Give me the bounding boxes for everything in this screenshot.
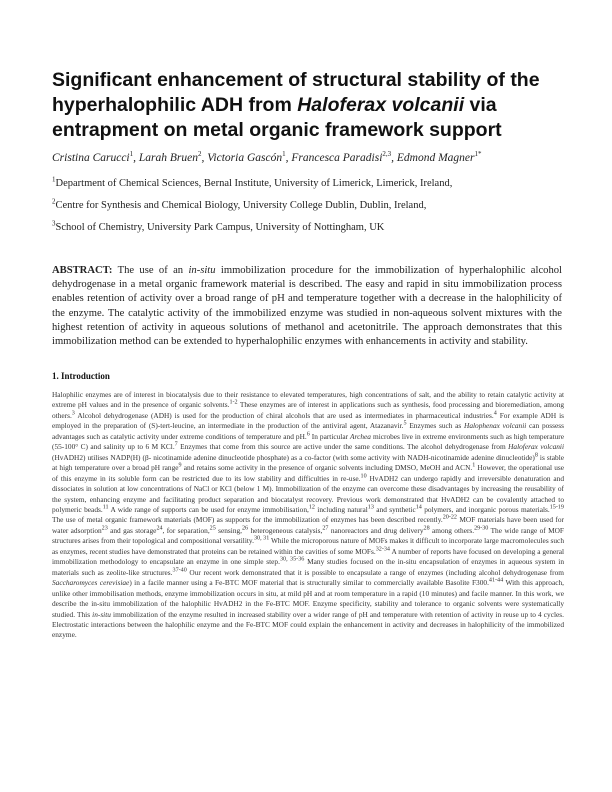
species-name: Archea: [350, 431, 371, 441]
citation: 15-19: [549, 504, 564, 511]
citation: 24: [156, 525, 163, 532]
citation: 32-34: [375, 546, 390, 553]
body-text: (HvADH2) utilises NADP(H) (β- nicotinamide adenine dinucleotide phosphate) as a co-factor (with some activity with NADH-nicotinamide adenine dinucleotide): [52, 452, 535, 462]
citation: 1: [472, 462, 476, 469]
body-text: heterogeneous catalysis,: [248, 525, 323, 535]
body-text: among others.: [429, 525, 475, 535]
abstract-text: The use of an: [112, 265, 189, 276]
citation: 23: [101, 525, 108, 532]
body-text: Enzymes that come from this source are active under the same conditions. The alcohol dehydrogenase from: [177, 442, 509, 452]
citation: 9: [178, 462, 182, 469]
species-name: Halophenax volcanii: [464, 421, 527, 431]
body-text: nanoreactors and drug delivery: [328, 525, 424, 535]
body-text: ) in a facile manner using a Fe-BTC MOF material that is structurally similar to commercially available Basolite F300.: [129, 578, 489, 588]
introduction-body: [52, 390, 564, 641]
body-text: immobilization of the enzyme resulted in increased stability over a wider range of pH and temperature with retention of activity in reuse up to 4 cycles. Electrostatic interactions between the halophilic enzyme and the Fe-BTC MOF could explain the enhancement in activity and decreases in halophilicity of the immobilized enzyme.: [52, 609, 564, 640]
citation: 5: [403, 420, 407, 427]
citation: 29-30: [474, 525, 489, 532]
citation: 26: [242, 525, 249, 532]
abstract-label: ABSTRACT:: [52, 265, 113, 276]
body-text: sensing,: [215, 525, 242, 535]
citation: 7: [174, 441, 178, 448]
body-text: In particular: [309, 431, 351, 441]
introduction-paragraph: [52, 390, 564, 641]
body-text: The wide range of MOF structures arises from their topological and compositional versatility.: [52, 525, 565, 546]
author-name: Victoria Gascón: [207, 152, 283, 164]
body-text: A wide range of supports can be used for enzyme immobilisation,: [108, 504, 309, 514]
citation: 8: [534, 452, 538, 459]
body-text: and gas storage: [107, 525, 157, 535]
affiliation-text: Centre for Synthesis and Chemical Biology, University College Dublin, Dublin, Ireland,: [55, 200, 427, 211]
affiliation-text: Department of Chemical Sciences, Bernal Institute, University of Limerick, Limerick, Ireland,: [55, 178, 453, 189]
body-text: While the microporous nature of MOFs makes it difficult to incorporate large macromolecules such as enzymes, recent studies have demonstrated that proteins can be retained within the cavities of some MOFs.: [52, 536, 564, 556]
body-text: The use of metal organic framework materials (MOF) as supports for the immobilization of enzymes has been described recently.: [52, 515, 443, 525]
author-affiliation-mark: 1: [129, 150, 134, 159]
title-text-2: via entrapment on metal organic framework support: [52, 94, 502, 141]
body-text: For example ADH is employed in the preparation of (S)-tert-leucine, an intermediate in the production of the antiviral agent, Atazanavir.: [52, 410, 564, 431]
author-affiliation-mark: 2,3: [382, 150, 392, 159]
affiliation-mark: 1: [52, 175, 56, 184]
species-name: Haloferax volcanii: [508, 442, 564, 452]
citation: 14: [415, 504, 422, 511]
body-text: Enzymes such as: [406, 421, 465, 431]
body-text: can possess advantages such as catalytic activity under extreme conditions of temperature and pH.: [52, 421, 564, 441]
abstract-text: immobilization procedure for the immobilization of hyperhalophilic alcohol dehydrogenase in a metal organic framework material is described. The easy and rapid in situ immobilization process enables retention of activity over a broad range of pH and temperature together with a decrease in the halophilicity of the enzyme. The catalytic activity of the immobilized enzyme was studied in non-aqueous solvent mixtures with the highest retention of activity in aqueous solutions of methanol and acetonitrile. The approach demonstrates that this immobilization method can be extended to hyperhalophilic enzymes with enhancements in activity and stability.: [52, 265, 562, 348]
affiliation-mark: 2: [52, 197, 56, 206]
affiliation-mark: 3: [52, 219, 56, 228]
citation: 3: [71, 410, 75, 417]
body-text: Alcohol dehydrogenase (ADH) is used for the production of chiral alcohols that are used as intermediates in pharmaceutical industries.: [74, 410, 494, 420]
citation: 30, 31: [253, 535, 270, 542]
author-affiliation-mark: 2: [198, 150, 202, 159]
body-text: including natural: [314, 504, 368, 514]
citation: 30, 35-36: [279, 556, 305, 563]
author-name: Francesca Paradisi: [291, 152, 383, 164]
author-name: Cristina Carucci: [52, 152, 130, 164]
body-text: and synthetic: [373, 504, 416, 514]
citation: 1-2: [229, 400, 238, 407]
citation: 37-40: [172, 567, 187, 574]
abstract-italic: in-situ: [188, 265, 216, 276]
title-species: Haloferax volcanii: [297, 94, 465, 116]
citation: 41-44: [488, 577, 504, 584]
body-text: A number of reports have focused on developing a general immobilization methodology to encapsulate an enzyme in one simple step.: [52, 546, 565, 567]
citation: 11: [102, 504, 109, 511]
paper-title: [52, 68, 564, 143]
author-list: Cristina Carucci$^1$, Larah Bruen$^2$, Victoria Gascón$^1$, Francesca Paradisi$^{2,3}$, Edmond Magner$^{1*}$: [52, 150, 482, 164]
author-affiliation-mark: 1: [282, 150, 286, 159]
affiliation-2: [52, 197, 572, 211]
citation: 13: [367, 504, 374, 511]
citation: 6: [306, 431, 310, 438]
citation: 20-22: [442, 515, 457, 521]
author-name: Larah Bruen: [138, 152, 198, 164]
citation: 10: [360, 473, 367, 480]
affiliation-text: School of Chemistry, University Park Campus, University of Nottingham, UK: [55, 222, 385, 233]
italic-term: in-situ: [92, 609, 111, 619]
body-text: Many studies focused on the in-situ encapsulation of enzymes in aqueous system in materials such as zeolite-like structures.: [52, 557, 565, 577]
body-text: and retains some activity in the presence of organic solvents including DMSO, MeOH and ACN.: [181, 463, 473, 473]
body-text: With this approach, unlike other immobilisation methods, enzyme immobilization occurs in situ, at mild pH and at room temperature in a rapid (10 minutes) and facile manner. In this work, we describe the in-situ immobilization of the halophilic HvADH2 in the Fe-BTC MOF. Enzyme specificity, stability and tolerance to organic solvents were systematically studied. This: [52, 578, 565, 619]
body-text: Our recent work demonstrated that it is possible to encapsulate a range of enzymes (including alcohol dehydrogenase from: [186, 567, 564, 577]
citation: 25: [209, 525, 216, 532]
citation: 28: [423, 525, 430, 532]
citation: 12: [308, 504, 315, 511]
body-text: polymers, and inorganic porous materials.: [421, 504, 550, 514]
species-name: Saccharomyces cerevisiae: [52, 578, 130, 588]
section-heading: 1. Introduction: [52, 371, 110, 381]
body-text: These enzymes are of interest in applications such as synthesis, food processing and bioremediation, among others.: [52, 400, 564, 420]
body-text: , for separation,: [162, 525, 210, 535]
citation: 4: [493, 410, 497, 417]
author-name: Edmond Magner: [396, 152, 475, 164]
body-text: HvADH2 can undergo rapidly and irreversible denaturation and dissociates in solution at low concentrations of NaCl or KCl (below 1 M). Immobilization of the enzyme can overcome these disadvantages by increasing the reusability of the system, enhancing enzyme and facilitating product separation and biocatalyst recovery. Previous work demonstrated that HvADH2 can be covalently attached to polymeric beads.: [52, 473, 564, 514]
abstract: [52, 264, 562, 349]
author-affiliation-mark: 1*: [474, 150, 482, 159]
affiliation-3: [52, 219, 572, 233]
body-text: However, the operational use of this enzyme in its soluble form can be restricted due to its low stability and difficulties in re-use.: [52, 463, 564, 483]
affiliation-1: [52, 175, 572, 189]
body-text: microbes live in extreme environments such as high temperature (55-100° C) and salinity up to 6 M KCl.: [52, 431, 564, 452]
body-text: Halophilic enzymes are of interest in biocatalysis due to their resistance to elevated temperatures, high concentrations of salt, and the ability to retain catalytic activity at extreme pH values and in the presence of organic solvents.: [52, 390, 564, 410]
body-text: MOF materials have been used for water adsorption: [52, 515, 564, 535]
citation: 27: [322, 525, 329, 532]
title-text-1: Significant enhancement of structural stability of the hyperhalophilic ADH from: [52, 69, 540, 116]
body-text: is stable at high temperature over a broad pH range: [52, 452, 564, 473]
